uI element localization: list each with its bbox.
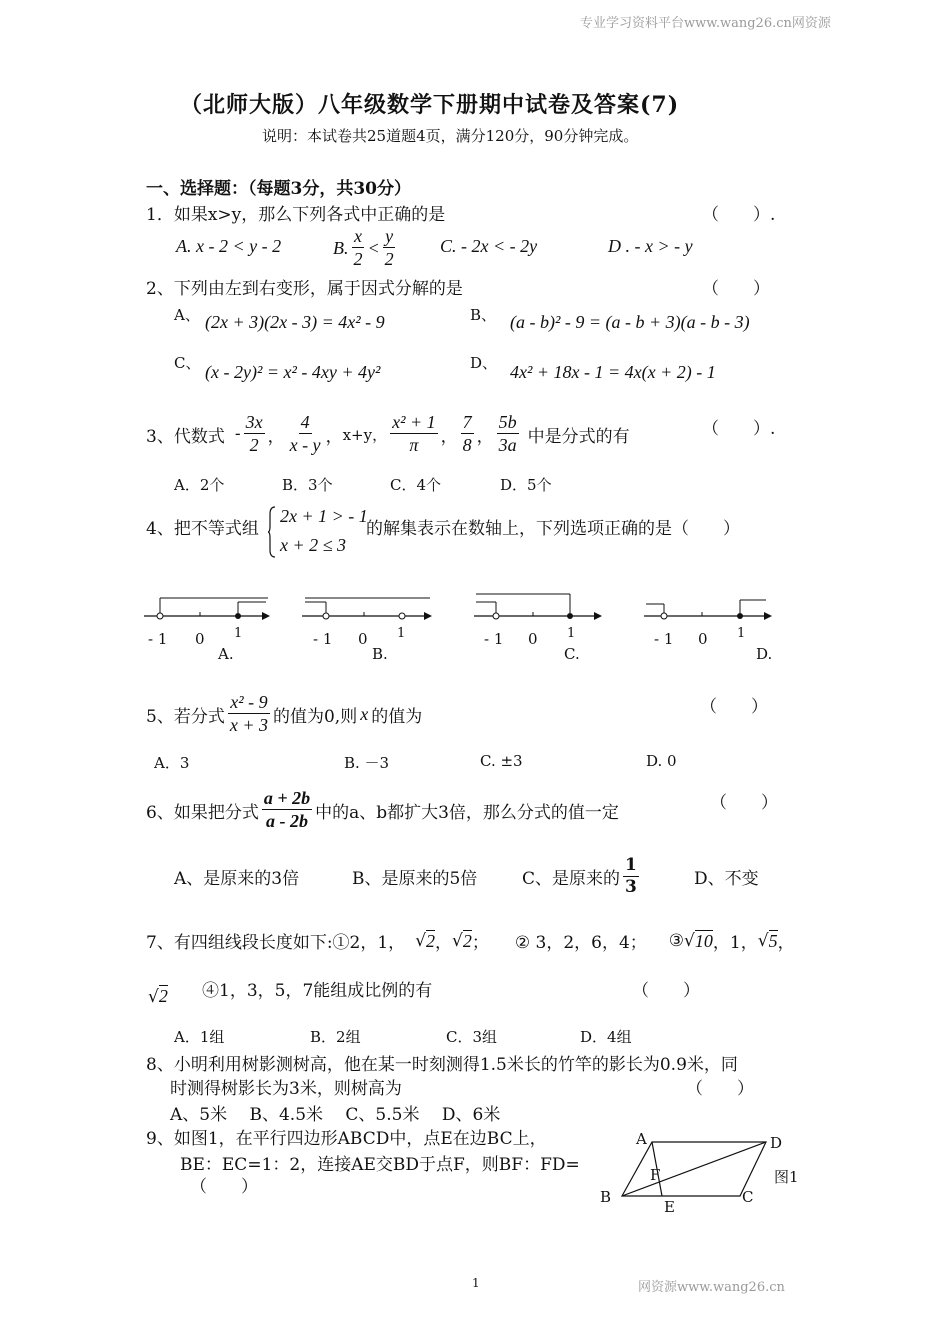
section-heading: 一、选择题：（每题3分，共30分） xyxy=(146,179,411,199)
q2-option-a: (2x + 3)(2x - 3) = 4x² - 9 xyxy=(205,312,385,332)
q9-bracket: （ ） xyxy=(190,1177,258,1197)
q1-option-d: D . - x > - y xyxy=(608,236,693,256)
q4-option-c: C. xyxy=(564,645,580,663)
page-title: （北师大版）八年级数学下册期中试卷及答案(7) xyxy=(180,92,680,118)
q7-stem: 7、有四组线段长度如下:①2，1， xyxy=(146,933,406,953)
q7-sqrt-5: 5 xyxy=(768,930,778,951)
tick-label-c-m1: - 1 xyxy=(484,630,504,648)
q3-tail: 中是分式的有 xyxy=(527,426,630,447)
number-line-d xyxy=(644,600,772,620)
q7-comma-1: ， xyxy=(435,933,453,953)
q8-options: A、5米 B、4.5米 C、5.5米 D、6米 xyxy=(170,1105,501,1125)
q7-one: ，1， xyxy=(712,933,758,953)
q6-stem: 6、如果把分式 xyxy=(146,802,259,823)
q6-line xyxy=(146,788,619,832)
q3-option-c: C．4个 xyxy=(390,476,442,494)
q1-bracket: （ ）. xyxy=(702,205,776,225)
q5-bracket: （ ） xyxy=(700,697,768,717)
q7-sqrt-2c xyxy=(148,986,168,1007)
point-c-label: C xyxy=(742,1188,754,1206)
q3-sep-4: ， xyxy=(476,426,494,447)
q4-option-b: B. xyxy=(372,645,388,663)
q9-line-1: 9、如图1，在平行四边形ABCD中，点E在边BC上， xyxy=(146,1129,547,1149)
number-line-a xyxy=(144,598,270,620)
denominator: 8 xyxy=(462,434,472,455)
numerator: 3x xyxy=(245,412,263,432)
q6-option-d: D、不变 xyxy=(694,869,759,889)
q6-option-b: B、是原来的5倍 xyxy=(352,869,478,889)
q2-stem: 2、下列由左到右变形，属于因式分解的是 xyxy=(146,279,463,299)
q3-frac-3 xyxy=(390,412,438,456)
q1-stem: 1．如果x>y，那么下列各式中正确的是 xyxy=(146,205,446,225)
q7-group-2: ② 3，2，6，4； xyxy=(514,933,647,953)
q7-group-3: ③ xyxy=(668,930,685,951)
q4-ineq-2: x + 2 ≤ 3 xyxy=(280,535,347,555)
q4-option-d: D. xyxy=(756,645,773,663)
q4-ineq-1: 2x + 1 > - 1 xyxy=(280,506,368,526)
denominator: a - 2b xyxy=(265,810,308,831)
q7-sqrt-2b: 2 xyxy=(462,930,472,951)
q4-tail: 的解集表示在数轴上，下列选项正确的是（ ） xyxy=(366,519,740,539)
point-d-label: D xyxy=(770,1134,783,1152)
q1-b-frac-y xyxy=(383,226,396,270)
q7-semi: ； xyxy=(471,933,489,953)
denominator: 3 xyxy=(625,876,637,897)
q5-option-c: C. ±3 xyxy=(480,752,523,770)
q5-option-d: D. 0 xyxy=(646,752,677,770)
q8-line-1: 8、小明利用树影测树高，他在某一时刻测得1.5米长的竹竿的影长为0.9米，同 xyxy=(146,1055,738,1075)
sqrt-icon: √ xyxy=(684,930,695,951)
q6-option-a: A、是原来的3倍 xyxy=(174,869,300,889)
q1-option-a: A. x - 2 < y - 2 xyxy=(176,236,282,256)
q5-tail2: 的值为 xyxy=(371,706,423,727)
point-b-label: B xyxy=(600,1188,612,1206)
denominator: x + 3 xyxy=(229,714,268,735)
q3-line xyxy=(146,412,630,456)
q7-option-b: B．2组 xyxy=(310,1028,361,1046)
q1-b-prefix: B. xyxy=(333,237,349,258)
numerator: 4 xyxy=(300,412,310,432)
denominator: 2 xyxy=(384,248,394,269)
q2-option-c: (x - 2y)² = x² - 4xy + 4y² xyxy=(205,362,381,382)
q7-sqrt-10: 10 xyxy=(694,930,713,951)
tick-label-a-m1: - 1 xyxy=(148,630,168,648)
tick-label-b-0: 0 xyxy=(358,630,368,648)
q5-frac xyxy=(228,692,270,736)
q8-bracket: （ ） xyxy=(686,1079,754,1099)
numerator: x² - 9 xyxy=(230,692,268,712)
denominator: 2 xyxy=(353,248,363,269)
numerator: x xyxy=(354,226,362,246)
q2-a-label: A、 xyxy=(174,306,200,324)
number-line-c xyxy=(474,594,602,620)
point-e-label: E xyxy=(664,1198,675,1216)
q3-sep-2: ， xyxy=(325,426,343,447)
q1-option-c: C. - 2x < - 2y xyxy=(440,236,538,256)
exam-note: 说明：本试卷共25道题4页，满分120分，90分钟完成。 xyxy=(262,127,639,145)
q5-tail: 的值为0,则 xyxy=(272,706,358,727)
tick-label-d-0: 0 xyxy=(698,630,708,648)
q3-option-a: A．2个 xyxy=(174,476,225,494)
q7-sqrt-2a: 2 xyxy=(426,930,436,951)
q3-option-b: B．3个 xyxy=(282,476,333,494)
tick-label-a-0: 0 xyxy=(195,630,205,648)
number-line-b xyxy=(302,598,432,620)
q6-option-c xyxy=(522,856,642,898)
q4-option-a: A. xyxy=(218,645,234,663)
q3-sep-1: ， xyxy=(267,426,285,447)
q3-frac-2 xyxy=(288,412,323,456)
sqrt-icon: √ xyxy=(148,987,159,1007)
q3-frac-5 xyxy=(497,412,519,456)
q7-sqrt-2c-value: 2 xyxy=(158,986,168,1006)
q7-option-a: A．1组 xyxy=(174,1028,225,1046)
q1-b-lt: < xyxy=(367,237,380,258)
q1-option-b xyxy=(333,226,399,270)
tick-label-a-1: 1 xyxy=(234,626,243,641)
q6-c-text: C、是原来的 xyxy=(522,869,621,890)
numerator: a + 2b xyxy=(263,788,311,808)
footer-watermark: 网资源www.wang26.cn xyxy=(638,1280,785,1295)
q3-option-d: D．5个 xyxy=(500,476,552,494)
q7-option-d: D．4组 xyxy=(580,1028,632,1046)
q3-frac-4 xyxy=(461,412,474,456)
q6-bracket: （ ） xyxy=(710,793,778,813)
tick-label-d-m1: - 1 xyxy=(654,630,674,648)
q3-sep-3: ， xyxy=(440,426,458,447)
sqrt-icon: √ xyxy=(452,930,463,951)
q6-c-frac xyxy=(623,856,639,898)
point-a-label: A xyxy=(636,1130,647,1148)
numerator: 5b xyxy=(498,412,517,432)
q5-line xyxy=(146,692,422,736)
q3-stem: 3、代数式 xyxy=(146,426,225,447)
q5-stem: 5、若分式 xyxy=(146,706,225,727)
brace-icon xyxy=(268,506,276,558)
tick-label-b-m1: - 1 xyxy=(313,630,333,648)
q4-number-lines xyxy=(140,590,790,660)
page-number: 1 xyxy=(472,1276,480,1290)
q8-line-2: 时测得树影长为3米，则树高为 xyxy=(170,1079,402,1099)
q7-line xyxy=(146,928,795,953)
q4-brace xyxy=(268,506,276,558)
denominator: x - y xyxy=(289,434,321,455)
denominator: 3a xyxy=(498,434,517,455)
q5-option-a: A．3 xyxy=(154,754,190,772)
q5-x: x xyxy=(360,703,369,724)
point-f-label: F xyxy=(650,1166,661,1184)
q6-frac xyxy=(262,788,312,832)
q6-tail: 中的a、b都扩大3倍，那么分式的值一定 xyxy=(315,802,619,823)
q2-bracket: （ ） xyxy=(702,279,770,299)
tick-label-c-0: 0 xyxy=(528,630,538,648)
q7-group-4: ④1，3，5，7能组成比例的有 xyxy=(202,981,433,1001)
q2-option-d: 4x² + 18x - 1 = 4x(x + 2) - 1 xyxy=(510,362,716,382)
sqrt-icon: √ xyxy=(757,930,769,951)
figure-caption: 图1 xyxy=(774,1168,799,1186)
numerator: 1 xyxy=(625,855,637,875)
q2-b-label: B、 xyxy=(470,306,497,324)
numerator: 7 xyxy=(462,412,472,432)
q3-xy: x+y， xyxy=(342,425,388,444)
q7-option-c: C．3组 xyxy=(446,1028,498,1046)
q1-b-frac-x xyxy=(352,226,365,270)
tick-label-b-1: 1 xyxy=(397,626,406,641)
q3-frac-1 xyxy=(244,412,265,456)
q3-minus: - xyxy=(234,424,241,445)
tick-label-d-1: 1 xyxy=(737,626,746,641)
sqrt-icon: √ xyxy=(415,930,427,951)
q9-line-2: BE：EC=1：2，连接AE交BD于点F，则BF：FD= xyxy=(180,1155,580,1175)
q2-d-label: D、 xyxy=(470,354,498,372)
denominator: 2 xyxy=(249,434,259,455)
denominator: π xyxy=(409,434,419,455)
numerator: y xyxy=(385,226,394,246)
q3-bracket: （ ）. xyxy=(702,419,776,439)
q2-c-label: C、 xyxy=(174,354,201,372)
q7-comma-2: ， xyxy=(777,933,795,953)
tick-label-c-1: 1 xyxy=(567,626,576,641)
q5-option-b: B. －3 xyxy=(344,754,390,772)
header-watermark: 专业学习资料平台www.wang26.cn网资源 xyxy=(580,16,831,31)
q4-stem: 4、把不等式组 xyxy=(146,519,259,539)
numerator: x² + 1 xyxy=(392,412,436,432)
q2-option-b: (a - b)² - 9 = (a - b + 3)(a - b - 3) xyxy=(510,312,750,332)
q7-bracket: （ ） xyxy=(632,981,700,1001)
